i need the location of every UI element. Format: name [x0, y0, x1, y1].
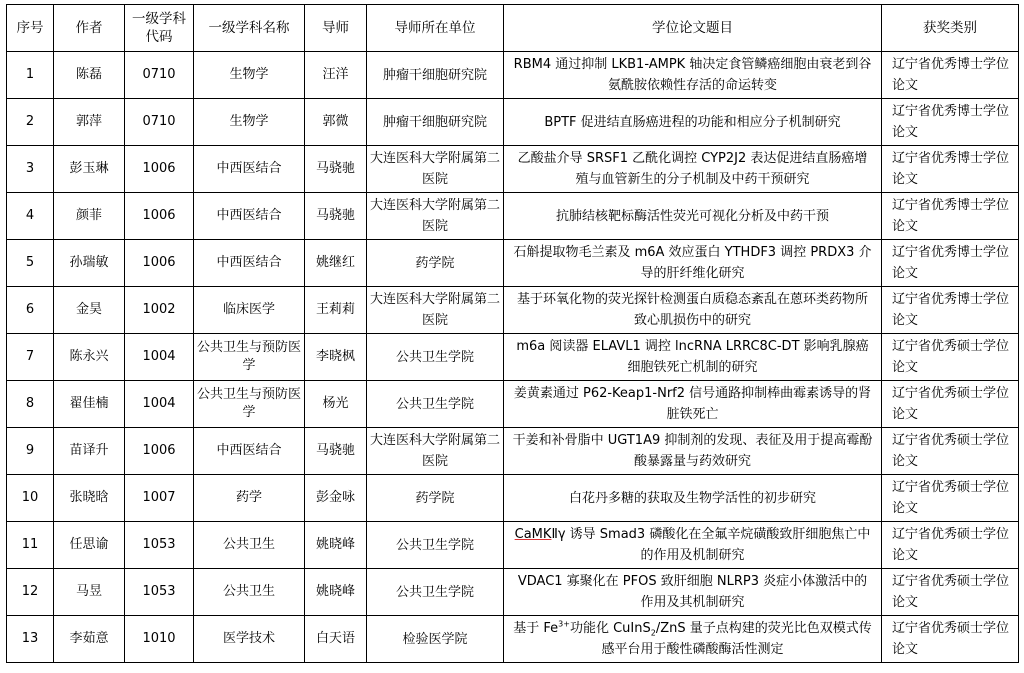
cell-code: 1007 — [125, 475, 194, 522]
cell-author: 陈永兴 — [54, 334, 125, 381]
cell-code: 1006 — [125, 428, 194, 475]
cell-unit: 大连医科大学附属第二医院 — [367, 287, 504, 334]
title-part-b: 功能化 CuInS — [569, 621, 651, 636]
cell-award: 辽宁省优秀博士学位论文 — [882, 193, 1019, 240]
title-superscript: 3+ — [558, 619, 570, 629]
cell-index: 7 — [7, 334, 54, 381]
cell-advisor: 姚晓峰 — [305, 522, 367, 569]
cell-unit: 药学院 — [367, 475, 504, 522]
cell-discipline: 药学 — [194, 475, 305, 522]
table-row — [7, 475, 1019, 522]
header-award: 获奖类别 — [882, 5, 1019, 52]
cell-author: 张晓晗 — [54, 475, 125, 522]
cell-code: 1053 — [125, 522, 194, 569]
cell-index: 12 — [7, 569, 54, 616]
cell-title: BPTF 促进结直肠癌进程的功能和相应分子机制研究 — [504, 99, 882, 146]
cell-discipline: 医学技术 — [194, 616, 305, 663]
cell-unit: 大连医科大学附属第二医院 — [367, 193, 504, 240]
cell-title: 姜黄素通过 P62-Keap1-Nrf2 信号通路抑制棒曲霉素诱导的肾脏铁死亡 — [504, 381, 882, 428]
cell-title: 抗肺结核靶标酶活性荧光可视化分析及中药干预 — [504, 193, 882, 240]
cell-advisor: 彭金咏 — [305, 475, 367, 522]
cell-code: 1006 — [125, 193, 194, 240]
header-row — [7, 5, 1019, 52]
cell-unit: 公共卫生学院 — [367, 522, 504, 569]
cell-code: 1053 — [125, 569, 194, 616]
cell-advisor: 郭微 — [305, 99, 367, 146]
cell-discipline: 公共卫生 — [194, 569, 305, 616]
cell-title — [504, 616, 882, 663]
cell-code: 1004 — [125, 381, 194, 428]
cell-code: 1006 — [125, 146, 194, 193]
cell-index: 11 — [7, 522, 54, 569]
cell-advisor: 汪洋 — [305, 52, 367, 99]
header-title: 学位论文题目 — [504, 5, 882, 52]
table-row — [7, 287, 1019, 334]
title-underlined-part: CaMK — [514, 527, 552, 542]
cell-discipline: 公共卫生 — [194, 522, 305, 569]
cell-award: 辽宁省优秀博士学位论文 — [882, 52, 1019, 99]
cell-title: 基于环氧化物的荧光探针检测蛋白质稳态紊乱在蒽环类药物所致心肌损伤中的研究 — [504, 287, 882, 334]
cell-award: 辽宁省优秀硕士学位论文 — [882, 475, 1019, 522]
cell-author: 颜菲 — [54, 193, 125, 240]
cell-unit: 大连医科大学附属第二医院 — [367, 146, 504, 193]
cell-title: m6a 阅读器 ELAVL1 调控 lncRNA LRRC8C-DT 影响乳腺癌细胞铁死亡机制的研究 — [504, 334, 882, 381]
cell-author: 彭玉琳 — [54, 146, 125, 193]
cell-unit: 检验医学院 — [367, 616, 504, 663]
cell-unit: 公共卫生学院 — [367, 569, 504, 616]
table-row — [7, 616, 1019, 663]
table-row — [7, 381, 1019, 428]
cell-award: 辽宁省优秀硕士学位论文 — [882, 616, 1019, 663]
cell-unit: 药学院 — [367, 240, 504, 287]
title-subscript: 2 — [650, 628, 656, 638]
table-row — [7, 99, 1019, 146]
cell-advisor: 李晓枫 — [305, 334, 367, 381]
cell-advisor: 姚继红 — [305, 240, 367, 287]
cell-advisor: 马骁驰 — [305, 428, 367, 475]
cell-discipline: 临床医学 — [194, 287, 305, 334]
header-index: 序号 — [7, 5, 54, 52]
cell-author: 李茹意 — [54, 616, 125, 663]
cell-unit: 肿瘤干细胞研究院 — [367, 52, 504, 99]
cell-index: 2 — [7, 99, 54, 146]
table-row — [7, 52, 1019, 99]
cell-index: 5 — [7, 240, 54, 287]
cell-title: RBM4 通过抑制 LKB1-AMPK 轴决定食管鳞癌细胞由衰老到谷氨酰胺依赖性存活的命运转变 — [504, 52, 882, 99]
table-row — [7, 193, 1019, 240]
cell-award: 辽宁省优秀硕士学位论文 — [882, 522, 1019, 569]
cell-author: 金昊 — [54, 287, 125, 334]
cell-award: 辽宁省优秀硕士学位论文 — [882, 381, 1019, 428]
cell-index: 9 — [7, 428, 54, 475]
table-row — [7, 146, 1019, 193]
cell-title: 白花丹多糖的获取及生物学活性的初步研究 — [504, 475, 882, 522]
cell-award: 辽宁省优秀硕士学位论文 — [882, 569, 1019, 616]
cell-author: 翟佳楠 — [54, 381, 125, 428]
cell-advisor: 王莉莉 — [305, 287, 367, 334]
cell-code: 1006 — [125, 240, 194, 287]
page — [6, 4, 1018, 663]
cell-unit: 公共卫生学院 — [367, 334, 504, 381]
header-unit: 导师所在单位 — [367, 5, 504, 52]
cell-discipline: 生物学 — [194, 52, 305, 99]
cell-index: 1 — [7, 52, 54, 99]
title-rest: Ⅱγ 诱导 Smad3 磷酸化在全氟辛烷磺酸致肝细胞焦亡中的作用及机制研究 — [551, 527, 871, 563]
cell-author: 苗译升 — [54, 428, 125, 475]
cell-advisor: 马骁驰 — [305, 193, 367, 240]
cell-index: 13 — [7, 616, 54, 663]
table-row — [7, 428, 1019, 475]
award-table — [6, 4, 1019, 663]
cell-code: 0710 — [125, 52, 194, 99]
cell-code: 1004 — [125, 334, 194, 381]
cell-advisor: 白天语 — [305, 616, 367, 663]
table-row — [7, 334, 1019, 381]
cell-discipline: 中西医结合 — [194, 146, 305, 193]
cell-award: 辽宁省优秀硕士学位论文 — [882, 334, 1019, 381]
header-advisor: 导师 — [305, 5, 367, 52]
title-part-c: /ZnS 量子点构建的荧光比色双模式传感平台用于酸性磷酸酶活性测定 — [601, 621, 872, 657]
cell-award: 辽宁省优秀硕士学位论文 — [882, 428, 1019, 475]
cell-author: 孙瑞敏 — [54, 240, 125, 287]
header-author: 作者 — [54, 5, 125, 52]
cell-unit: 肿瘤干细胞研究院 — [367, 99, 504, 146]
cell-title: 乙酸盐介导 SRSF1 乙酰化调控 CYP2J2 表达促进结直肠癌增殖与血管新生的分子机制及中药干预研究 — [504, 146, 882, 193]
cell-advisor: 杨光 — [305, 381, 367, 428]
cell-code: 0710 — [125, 99, 194, 146]
cell-discipline: 中西医结合 — [194, 193, 305, 240]
cell-index: 3 — [7, 146, 54, 193]
cell-discipline: 生物学 — [194, 99, 305, 146]
header-discipline: 一级学科名称 — [194, 5, 305, 52]
cell-discipline: 中西医结合 — [194, 428, 305, 475]
cell-title: VDAC1 寡聚化在 PFOS 致肝细胞 NLRP3 炎症小体激活中的作用及其机制研究 — [504, 569, 882, 616]
cell-unit: 大连医科大学附属第二医院 — [367, 428, 504, 475]
cell-author: 任思谕 — [54, 522, 125, 569]
cell-author: 郭萍 — [54, 99, 125, 146]
cell-advisor: 马骁驰 — [305, 146, 367, 193]
cell-index: 8 — [7, 381, 54, 428]
cell-discipline: 公共卫生与预防医学 — [194, 381, 305, 428]
cell-unit: 公共卫生学院 — [367, 381, 504, 428]
header-code: 一级学科代码 — [125, 5, 194, 52]
title-part-a: 基于 Fe — [513, 621, 559, 636]
cell-title — [504, 522, 882, 569]
cell-index: 6 — [7, 287, 54, 334]
cell-award: 辽宁省优秀博士学位论文 — [882, 146, 1019, 193]
cell-author: 马昱 — [54, 569, 125, 616]
cell-award: 辽宁省优秀博士学位论文 — [882, 287, 1019, 334]
cell-discipline: 中西医结合 — [194, 240, 305, 287]
cell-award: 辽宁省优秀博士学位论文 — [882, 99, 1019, 146]
cell-index: 10 — [7, 475, 54, 522]
cell-award: 辽宁省优秀博士学位论文 — [882, 240, 1019, 287]
cell-index: 4 — [7, 193, 54, 240]
cell-discipline: 公共卫生与预防医学 — [194, 334, 305, 381]
table-row — [7, 240, 1019, 287]
table-row — [7, 522, 1019, 569]
cell-advisor: 姚晓峰 — [305, 569, 367, 616]
cell-code: 1010 — [125, 616, 194, 663]
cell-author: 陈磊 — [54, 52, 125, 99]
cell-title: 石斛提取物毛兰素及 m6A 效应蛋白 YTHDF3 调控 PRDX3 介导的肝纤维化研究 — [504, 240, 882, 287]
table-row — [7, 569, 1019, 616]
cell-title: 干姜和补骨脂中 UGT1A9 抑制剂的发现、表征及用于提高霉酚酸暴露量与药效研究 — [504, 428, 882, 475]
cell-code: 1002 — [125, 287, 194, 334]
